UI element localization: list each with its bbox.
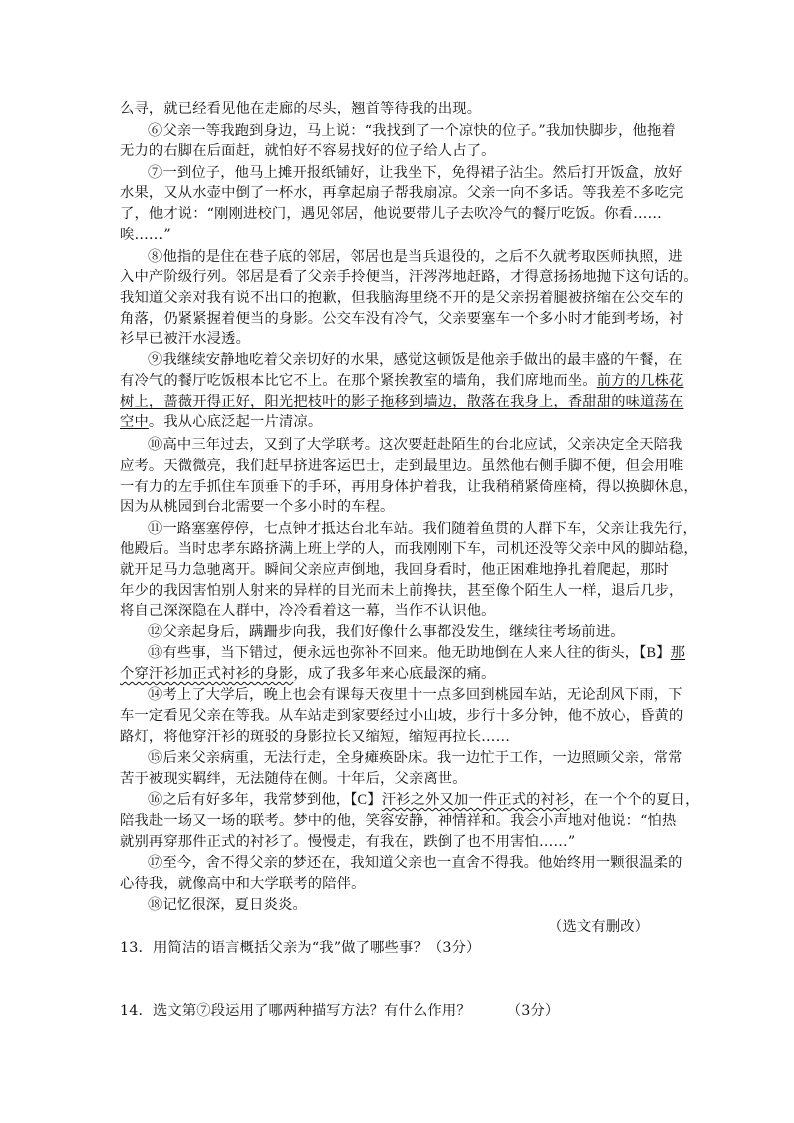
paragraph-12: ⑫父亲起身后，蹒跚步向我，我们好像什么事都没发生，继续往考场前进。 <box>148 624 625 640</box>
paragraph-15: ⑮后来父亲病重，无法行走，全身瘫痪卧床。我一边忙于工作，一边照顾父亲，常常 <box>148 750 683 766</box>
question-13: 13．用简洁的语言概括父亲为“我”做了哪些事？（3分） <box>120 940 481 956</box>
underlined-sentence: 那 <box>670 645 686 661</box>
text-span: ，在一个个的夏日， <box>569 792 700 808</box>
marker-b: 【B】 <box>639 645 671 661</box>
text-line: 入中产阶级行列。邻居是看了父亲手拎便当，汗涔涔地赶路，才得意扬扬地抛下这句话的。 <box>120 269 698 285</box>
text-line: 陪我赴一场又一场的联考。梦中的他，笑容安静，神情祥和。我会小声地对他说：“怕热 <box>120 813 677 829</box>
paragraph-17: ⑰至今，舍不得父亲的梦还在，我知道父亲也一直舍不得我。他始终用一颗很温柔的 <box>148 855 683 871</box>
wavy-underlined-phrase: 个穿汗衫加正式衬衫的身影 <box>120 666 294 682</box>
text-line: 就别再穿那件正式的衬衫了。慢慢走，有我在，跌倒了也不用害怕……” <box>120 834 576 850</box>
paragraph-8: ⑧他指的是住在巷子底的邻居，邻居也是当兵退役的，之后不久就考取医师执照，进 <box>148 249 683 265</box>
paragraph-6: ⑥父亲一等我跑到身边，马上说：“我找到了一个凉快的位子。”我加快脚步，他拖着 <box>148 123 676 139</box>
text-span: 。我从心底泛起一片清凉。 <box>148 414 323 430</box>
underlined-sentence: 前方的几株花 <box>596 373 684 389</box>
text-line: 应考。天微微亮，我们赶早挤进客运巴士，走到最里边。虽然他右侧手脚不便，但会用唯 <box>120 458 684 474</box>
paragraph-13 <box>148 643 685 663</box>
text-span: 有冷气的餐厅吃饭根本比它不上。在那个紧挨教室的墙角，我们席地而坐。 <box>120 373 597 389</box>
text-line: 我知道父亲对我有说不出口的抱歉，但我脑海里绕不开的是父亲拐着腿被挤缩在公交车的 <box>120 290 684 306</box>
underlined-sentence: 空中 <box>120 414 149 430</box>
question-14 <box>120 1001 559 1021</box>
text-line: 一有力的左手抓住车顶垂下的手环，再用身体护着我，让我稍稍紧倚座椅，得以换脚休息， <box>120 479 698 495</box>
text-line: 心待我，就像高中和大学联考的陪伴。 <box>120 876 366 892</box>
source-note: （选文有删改） <box>548 919 650 935</box>
text-line: 了，他才说：“刚刚进校门，遇见邻居，他说要带儿子去吹冷气的餐厅吃饭。你看…… <box>120 206 662 222</box>
paragraph-9: ⑨我继续安静地吃着父亲切好的水果，感觉这顿饭是他亲手做出的最丰盛的午餐，在 <box>148 352 683 368</box>
text-span: ，成了我多年来心底最深的痛。 <box>293 666 496 682</box>
text-span: ⑬有些事，当下错过，便永远也弥补不回来。他无助地倒在人来人往的街头， <box>148 645 640 661</box>
text-line: 么寻，就已经看见他在走廊的尽头，翘首等待我的出现。 <box>120 101 482 117</box>
text-line <box>120 412 322 432</box>
question-14-score: （3分） <box>506 1003 560 1019</box>
text-line: 因为从桃园到台北需要一个多小时的车程。 <box>120 499 395 515</box>
paragraph-16 <box>148 790 700 810</box>
text-line: 就开足马力急驰离开。瞬间父亲应声倒地，我回身看时，他正困难地挣扎着爬起，那时 <box>120 562 669 578</box>
text-line: 路灯，将他穿汗衫的斑驳的身影拉长又缩短，缩短再拉长…… <box>120 729 511 745</box>
text-line: 衫早已被汗水浸透。 <box>120 331 251 347</box>
text-line: 车一定看见父亲在等我。从车站走到家要经过小山坡，步行十多分钟，他不放心，昏黄的 <box>120 708 684 724</box>
paragraph-18: ⑱记忆很深，夏日炎炎。 <box>148 897 307 913</box>
paragraph-10: ⑩高中三年过去，又到了大学联考。这次要赶赴陌生的台北应试，父亲决定全天陪我 <box>148 437 683 453</box>
text-span: ⑯之后有好多年，我常梦到他， <box>148 792 351 808</box>
text-line: 将自己深深隐在人群中，冷冷看着这一幕，当作不认识他。 <box>120 603 496 619</box>
underlined-sentence: 树上，蔷薇开得正好，阳光把枝叶的影子拖移到墙边，散落在我身上，香甜甜的味道荡在 <box>120 394 684 410</box>
text-line <box>120 664 496 684</box>
text-line: 水果，又从水壶中倒了一杯水，再拿起扇子帮我扇凉。父亲一向不多话。等我差不多吃完 <box>120 185 684 201</box>
paragraph-11: ⑪一路塞塞停停，七点钟才抵达台北车站。我们随着鱼贯的人群下车，父亲让我先行， <box>148 521 697 537</box>
text-line: 苦于被现实羁绊，无法随侍在侧。十年后，父亲离世。 <box>120 771 467 787</box>
text-line: 无力的右脚在后面赶，就怕好不容易找好的位子给人占了。 <box>120 143 496 159</box>
paragraph-7: ⑦一到位子，他马上摊开报纸铺好，让我坐下，免得裙子沾尘。然后打开饭盒，放好 <box>148 165 683 181</box>
text-line: 他殿后。当时忠孝东路挤满上班上学的人，而我刚刚下车，司机还没等父亲中风的脚站稳， <box>120 541 698 557</box>
paragraph-14: ⑭考上了大学后，晚上也会有课每天夜里十一点多回到桃园车站，无论刮风下雨，下 <box>148 687 683 703</box>
text-line: 年少的我因害怕别人射来的异样的目光而未上前搀扶，甚至像个陌生人一样，退后几步， <box>120 583 684 599</box>
question-14-text: 14．选文第⑦段运用了哪两种描写方法？有什么作用？ <box>120 1003 471 1019</box>
text-line: 角落，仍紧紧握着便当的身影。公交车没有冷气，父亲要塞车一个多小时才能到考场，衬 <box>120 311 684 327</box>
wavy-underlined-phrase: 汗衫之外又加一件正式的衬衫 <box>381 792 570 808</box>
text-line: 唉……” <box>120 227 171 243</box>
text-line <box>120 371 683 391</box>
marker-c: 【C】 <box>350 792 382 808</box>
